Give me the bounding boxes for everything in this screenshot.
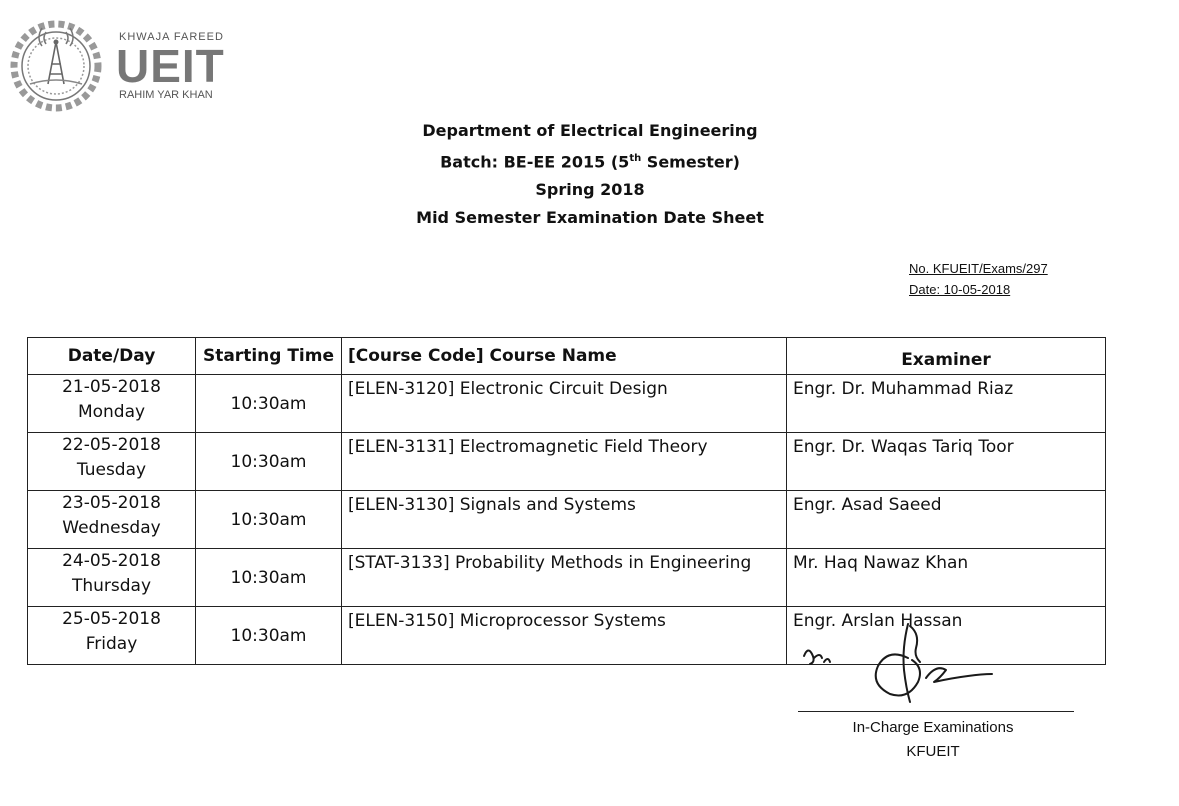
table-row [28,375,1106,433]
handwritten-signature [792,618,1022,708]
exam-date: 24-05-2018 [62,551,161,571]
logo-bottom-text: RAHIM YAR KHAN [119,89,213,101]
document-heading [340,117,840,232]
course-cell: [STAT-3133] Probability Methods in Engineering [342,549,787,607]
logo-top-text: KHWAJA FAREED [119,31,224,43]
date-cell [28,433,196,491]
session-title: Spring 2018 [535,180,645,200]
table-row [28,491,1106,549]
exam-day: Monday [77,402,146,422]
batch-prefix: Batch: BE-EE 2015 (5 [440,152,630,172]
table-row [28,433,1106,491]
gear-emblem-icon [8,18,112,114]
course-cell: [ELEN-3130] Signals and Systems [342,491,787,549]
university-logo [8,18,238,118]
time-cell: 10:30am [196,491,342,549]
examiner-cell: Mr. Haq Nawaz Khan [787,549,1106,607]
date-cell [28,607,196,665]
exam-date: 22-05-2018 [62,435,161,455]
time-cell: 10:30am [196,607,342,665]
exam-day: Tuesday [76,460,147,480]
table-row [28,549,1106,607]
exam-date: 23-05-2018 [62,493,161,513]
date-sheet-table [27,337,1106,665]
batch-superscript: th [629,153,642,164]
time-cell: 10:30am [196,549,342,607]
signatory-org: KFUEIT [906,743,960,760]
exam-date: 25-05-2018 [62,609,161,629]
examiner-cell: Engr. Asad Saeed [787,491,1106,549]
examiner-cell: Engr. Dr. Waqas Tariq Toor [787,433,1106,491]
reference-number: No. KFUEIT/Exams/297 [909,261,1048,276]
examiner-cell: Engr. Arslan Hassan [787,607,1106,665]
department-title: Department of Electrical Engineering [422,121,758,140]
table-header-row [28,338,1106,375]
header-date-day: Date/Day [28,338,196,375]
course-cell: [ELEN-3150] Microprocessor Systems [342,607,787,665]
reference-date: Date: 10-05-2018 [909,282,1011,297]
signatory-title: In-Charge Examinations [852,719,1014,736]
examiner-cell: Engr. Dr. Muhammad Riaz [787,375,1106,433]
batch-suffix: Semester) [641,152,740,172]
document-title: Mid Semester Examination Date Sheet [416,208,764,228]
header-starting-time: Starting Time [196,338,342,375]
date-cell [28,491,196,549]
course-cell: [ELEN-3131] Electromagnetic Field Theory [342,433,787,491]
course-cell: [ELEN-3120] Electronic Circuit Design [342,375,787,433]
exam-day: Thursday [71,576,152,596]
logo-main-text: UEIT [116,40,225,92]
exam-date: 21-05-2018 [62,377,161,397]
exam-day: Friday [85,634,138,654]
time-cell: 10:30am [196,433,342,491]
date-cell [28,549,196,607]
header-examiner: Examiner [787,338,1106,375]
signature-line [798,711,1074,712]
time-cell: 10:30am [196,375,342,433]
header-course: [Course Code] Course Name [342,338,787,375]
exam-day: Wednesday [62,518,161,538]
signatory-block [798,716,1068,764]
reference-block [909,258,1048,300]
date-cell [28,375,196,433]
batch-line [340,145,840,176]
